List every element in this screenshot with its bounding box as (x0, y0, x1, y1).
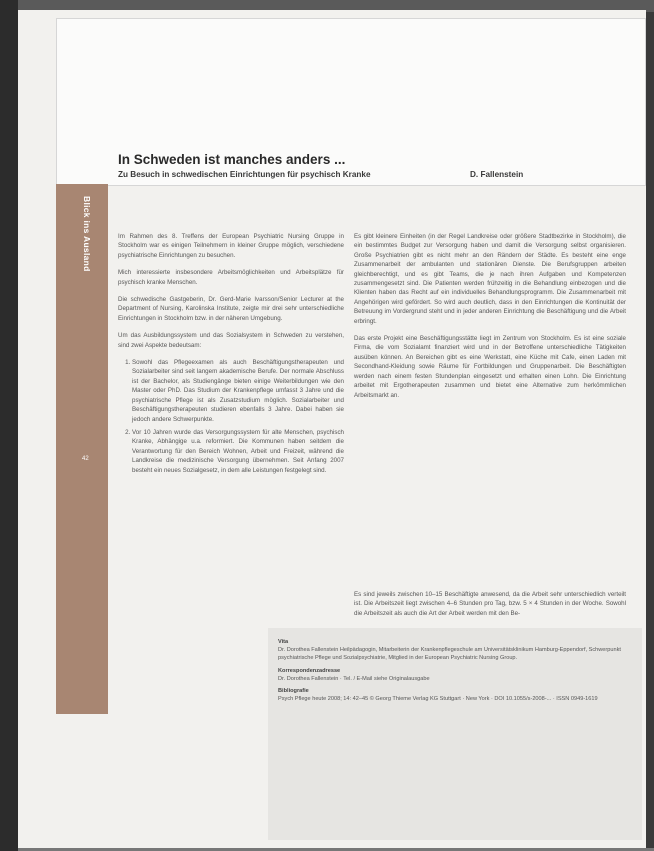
vita-text: Dr. Dorothea Fallenstein Heilpädagogin, Mitarbeiterin der Krankenpflegeschule am Universitätsklinikum Hamburg-Eppendorf, Schwerpunkt psychiatrische Pflege und Sozialpsychiatrie, Mitglied in der European Psychiatric Nursing Group. (278, 647, 621, 662)
left-paragraph-4: Um das Ausbildungssystem und das Sozialsystem in Schweden zu verstehen, sind zwei Aspekte bedeutsam: (118, 332, 344, 349)
article-title: In Schweden ist manches anders ... (118, 152, 346, 167)
right-paragraph-1: Es gibt kleinere Einheiten (in der Regel Landkreise oder größere Stadtbezirke in Stockholm), die ein bestimmtes Budget zur Versorgung haben und damit die Versorgung selbst organisieren. Große Psychiatrien gibt es nicht mehr an den Rändern der Städte. Es besteht eine enge Zusammenarbeit der ambulanten und stationären Dienste. Die Berufsgruppen arbeiten gleichberechtigt, und es gibt Teams, die je nach ihren Aufgaben und Kompetenzen zusammengesetzt sind. Die Patienten werden frühzeitig in die Behandlung einbezogen und die Klienten haben das Recht auf ein individuelles Behandlungsprogramm. Die Zusammenarbeit mit Angehörigen wird gefördert. So wird auch deutlich, dass in den Einrichtungen die Kontinuität der Betreuung im Vordergrund steht und in jeder anderen Einrichtung die Beschäftigung und die Arbeit erbringt. (354, 233, 626, 325)
section-label: Blick ins Ausland (82, 196, 92, 272)
left-paragraph-3: Die schwedische Gastgeberin, Dr. Gerd-Marie Ivarsson/Senior Lecturer at the Department of Nursing, Karolinska Institute, zeigte mir drei sehr unterschiedliche Einrichtungen in Stockholm bzw. in der näheren Umgebung. (118, 296, 344, 322)
left-paragraph-2: Mich interessierte insbesondere Arbeitsmöglichkeiten und Arbeitsplätze für psychisch kranke Menschen. (118, 269, 344, 286)
vita-heading: Vita (278, 639, 289, 645)
article-subtitle: Zu Besuch in schwedischen Einrichtungen für psychisch Kranke (118, 170, 371, 179)
right-paragraph-2: Das erste Projekt eine Beschäftigungsstätte liegt im Zentrum von Stockholm. Es ist eine soziale Firma, die vom Sozialamt finanziert wird und in der Betroffene unterschiedliche Tätigkeiten ausüben können. An Bereichen gibt es eine Werkstatt, eine Küche mit Cafe, einen Laden mit Secondhand-Kleidung sowie Räume für Fortbildungen und Gruppenarbeit. Die Beschäftigten werden nach einem festen Stundenplan eingesetzt und erhalten einen Lohn. Die Einrichtung arbeitet mit Ergotherapeuten zusammen und bietet eine Alternative zum herkömmlichen Arbeitsmarkt an. (354, 335, 626, 399)
list-item: 1. Sowohl das Pflegeexamen als auch Beschäftigungstherapeuten und Sozialarbeiter sind seit langem akademische Berufe. Der normale Abschluss ist der Bachelor, als Studiengänge bieten einige Weiterbildungen wie den Master oder PhD. Das Studium der Krankenpflege umfasst 3 Jahre und die psychiatrische Pflege ist als Zusatzstudium möglich. Sozialarbeiter und Beschäftigungstherapeuten studieren ebenfalls 3 Jahre. Dabei haben sie jedoch andere Schwerpunkte. (132, 358, 344, 424)
right-column (354, 232, 626, 408)
left-paragraph-1: Im Rahmen des 8. Treffens der European Psychiatric Nursing Gruppe in Stockholm war es einigen Teilnehmern in kleiner Gruppe möglich, verschiedene psychiatrische Einrichtungen zu besuchen. (118, 233, 344, 259)
aspects-list (118, 358, 344, 475)
left-column (118, 232, 344, 479)
list-item: 2. Vor 10 Jahren wurde das Versorgungssystem für alte Menschen, psychisch Kranke, Abhängige u.a. reformiert. Die Kommunen haben seitdem die Verantwortung für den Bereich Wohnen, Arbeit und Freizeit, während die Landkreise die medizinische Versorgung übernehmen. Seit Anfang 2007 besteht ein neues Sozialgesetz, in dem alle Leistungen festgelegt sind. (132, 428, 344, 475)
bibliography-heading: Bibliografie (278, 688, 309, 695)
page-number: 42 (82, 456, 89, 462)
right-paragraph-3: Es sind jeweils zwischen 10–15 Beschäftigte anwesend, da die Arbeit sehr unterschiedlich verteilt ist. Die Arbeitszeit liegt zwischen 4–6 Stunden pro Tag, bzw. 5 × 4 Stunden in der Woche. Sowohl die Arbeitszeit als auch die Art der Arbeit werden mit den Be- (354, 591, 626, 617)
author-info (278, 634, 634, 703)
article-author: D. Fallenstein (470, 170, 524, 179)
contact-heading: Korrespondenzadresse (278, 667, 341, 674)
contact-text: Dr. Dorothea Fallenstein · Tel. / E-Mail siehe Originalausgabe (278, 675, 430, 682)
right-column-lower (354, 590, 626, 626)
bibliography-text: Psych Pflege heute 2008; 14: 42–45 © Georg Thieme Verlag KG Stuttgart · New York · DOI 10.1055/s-2008-... · ISSN 0949-1619 (278, 696, 598, 703)
scan-dark-edge (0, 0, 18, 851)
